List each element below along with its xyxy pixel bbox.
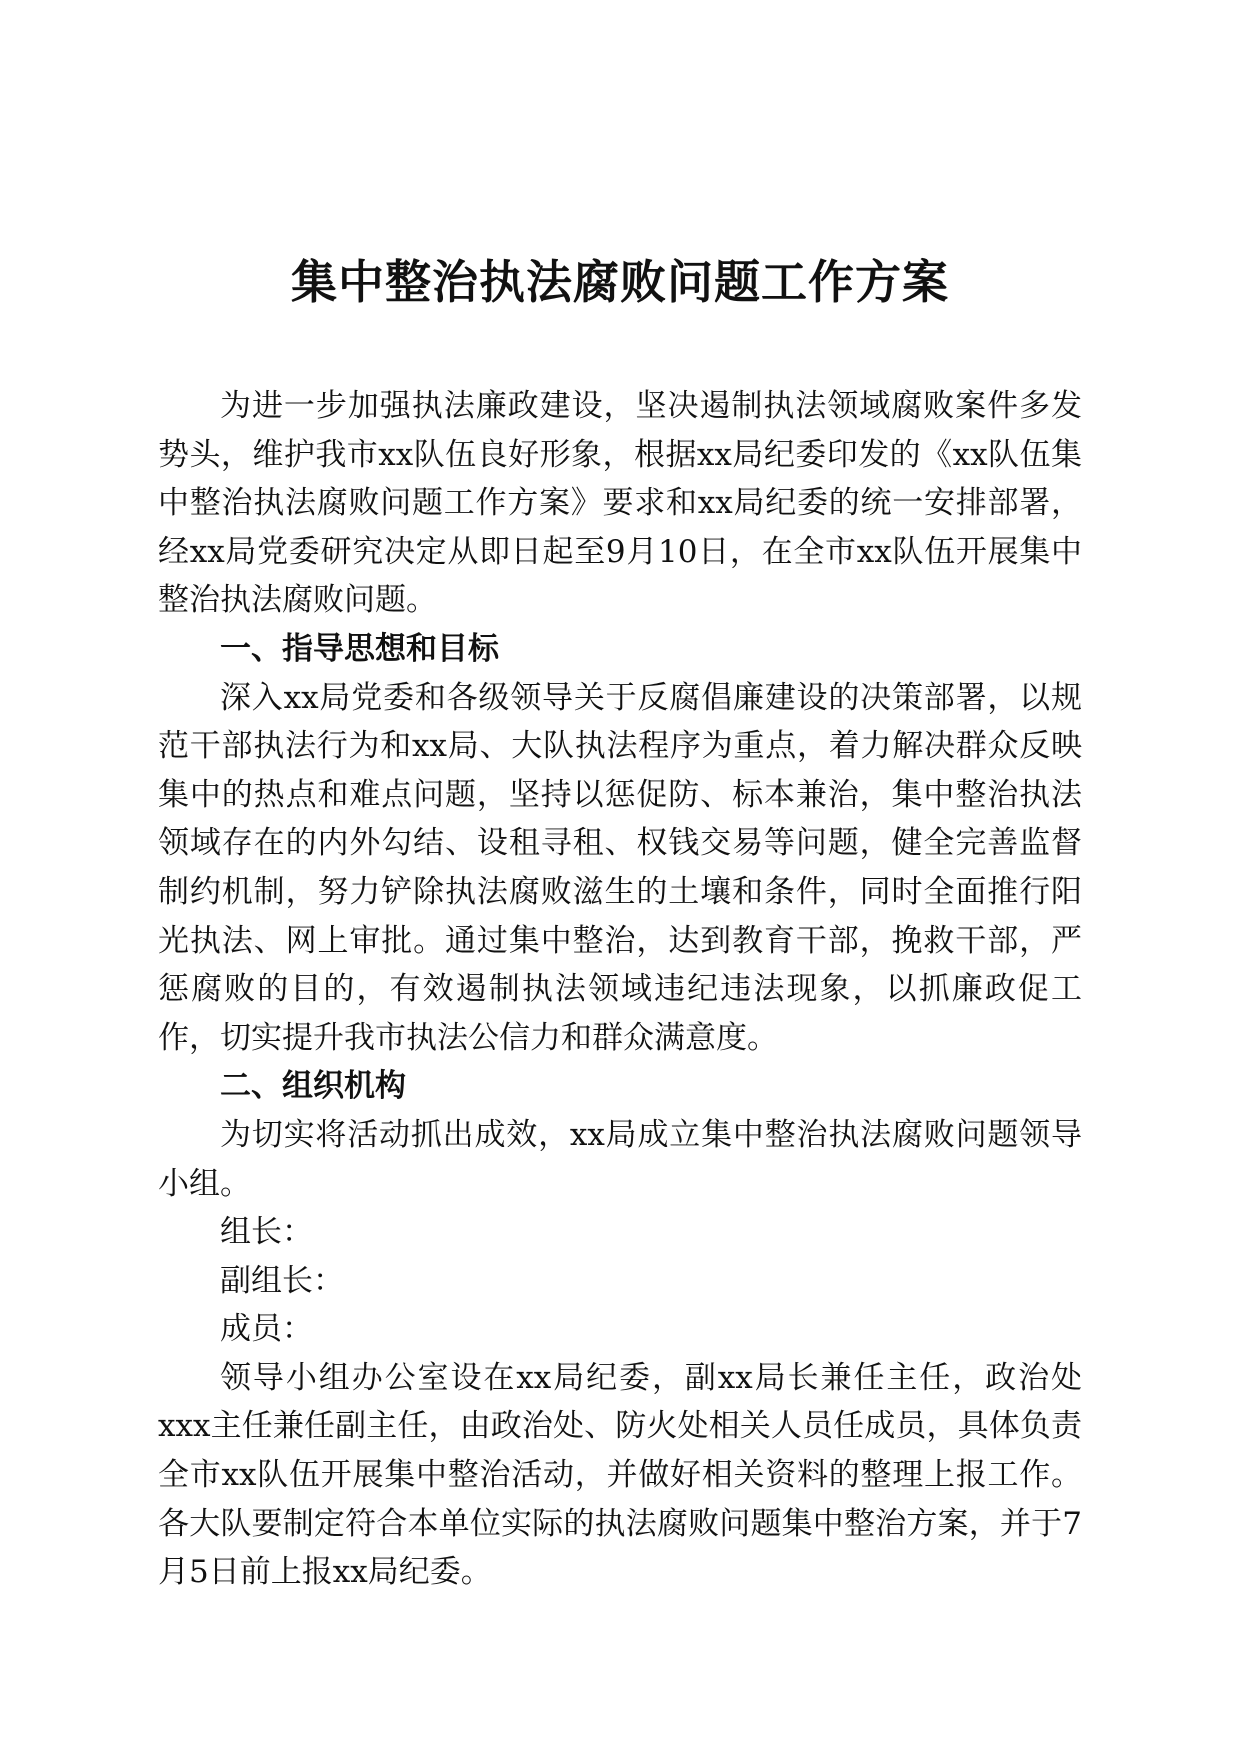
deputy-leader-label: 副组长： [220, 1262, 344, 1299]
office-paragraph: 领导小组办公室设在xx局纪委，副xx局长兼任主任，政治处xxx主任兼任副主任，由政治处、防火处相关人员任成员，具体负责全市xx队伍开展集中整治活动，并做好相关资料的整理上报工作。各大队要制定符合本单位实际的执法腐败问题集中整治方案，并于7月5日前上报xx局纪委。 [158, 1359, 1082, 1591]
leader-label: 组长： [220, 1214, 313, 1251]
document-title: 集中整治执法腐败问题工作方案 [291, 255, 949, 309]
guiding-thought-paragraph: 深入xx局党委和各级领导关于反腐倡廉建设的决策部署，以规范干部执法行为和xx局、大队执法程序为重点，着力解决群众反映集中的热点和难点问题，坚持以惩促防、标本兼治，集中整治执法领域存在的内外勾结、设租寻租、权钱交易等问题，健全完善监督制约机制，努力铲除执法腐败滋生的土壤和条件，同时全面推行阳光执法、网上审批。通过集中整治，达到教育干部，挽救干部，严惩腐败的目的，有效遏制执法领域违纪违法现象，以抓廉政促工作，切实提升我市执法公信力和群众满意度。 [158, 679, 1082, 1056]
organization-paragraph: 为切实将活动抓出成效，xx局成立集中整治执法腐败问题领导小组。 [158, 1116, 1082, 1202]
document-body [158, 382, 1082, 1597]
section-heading-guiding-thought: 一、指导思想和目标 [220, 630, 499, 667]
section-heading-organization: 二、组织机构 [220, 1068, 406, 1105]
members-label: 成员： [220, 1311, 313, 1348]
intro-paragraph: 为进一步加强执法廉政建设，坚决遏制执法领域腐败案件多发势头，维护我市xx队伍良好形象，根据xx局纪委印发的《xx队伍集中整治执法腐败问题工作方案》要求和xx局纪委的统一安排部署，经xx局党委研究决定从即日起至9月10日，在全市xx队伍开展集中整治执法腐败问题。 [158, 388, 1082, 619]
